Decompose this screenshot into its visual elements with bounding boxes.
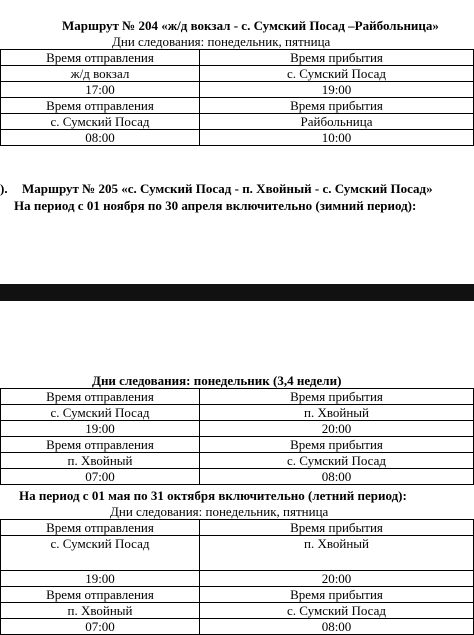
table-cell: п. Хвойный [200,536,474,571]
table-cell: ж/д вокзал [1,66,200,82]
table-row [1,469,474,485]
summer-days: Дни следования: понедельник, пятница [110,504,329,519]
table-cell: 07:00 [1,619,200,635]
table-cell: Время прибытия [200,50,474,66]
table-cell: Время прибытия [200,437,474,453]
table-cell: Время отправления [1,587,200,603]
table-cell: п. Хвойный [1,453,200,469]
winter-schedule-table [0,388,474,485]
table-cell: 19:00 [1,421,200,437]
table-cell: Время прибытия [200,587,474,603]
table-row [1,587,474,603]
summer-period-heading: На период с 01 мая по 31 октября включительно (летний период): [19,488,407,503]
table-cell: Время прибытия [200,520,474,536]
table-cell: с. Сумский Посад [200,66,474,82]
table-row [1,619,474,635]
summer-schedule-table [0,519,474,635]
black-divider-bar [0,284,474,301]
table-cell: 10:00 [200,130,474,146]
table-row [1,536,474,571]
table-cell: 20:00 [200,571,474,587]
table-cell: Время отправления [1,437,200,453]
table-cell: Время отправления [1,389,200,405]
table-row [1,98,474,114]
table-row [1,571,474,587]
table-cell: Время отправления [1,520,200,536]
route-204-table [0,49,474,146]
table-cell: 20:00 [200,421,474,437]
table-cell: Время прибытия [200,389,474,405]
table-row [1,603,474,619]
table-cell: Райбольница [200,114,474,130]
table-cell: с. Сумский Посад [200,603,474,619]
table-row [1,114,474,130]
route-205-number-prefix: ). [0,181,8,196]
table-row [1,437,474,453]
route-205-title: Маршрут № 205 «с. Сумский Посад - п. Хвойный - с. Сумский Посад» [22,181,433,196]
table-row [1,50,474,66]
route-204-title: Маршрут № 204 «ж/д вокзал - с. Сумский Посад –Райбольница» [62,18,439,33]
table-row [1,421,474,437]
table-cell: Время отправления [1,50,200,66]
table-cell: 08:00 [200,469,474,485]
table-cell: с. Сумский Посад [1,405,200,421]
table-row [1,130,474,146]
table-cell: 07:00 [1,469,200,485]
table-row [1,389,474,405]
table-cell: 17:00 [1,82,200,98]
table-cell: 19:00 [200,82,474,98]
table-cell: с. Сумский Посад [1,114,200,130]
table-row [1,453,474,469]
table-row [1,82,474,98]
table-row [1,66,474,82]
route-204-days: Дни следования: понедельник, пятница [112,34,331,49]
table-cell: п. Хвойный [1,603,200,619]
table-row [1,520,474,536]
table-cell: 08:00 [200,619,474,635]
table-cell: с. Сумский Посад [1,536,200,571]
table-cell: Время прибытия [200,98,474,114]
table-cell: с. Сумский Посад [200,453,474,469]
table-cell: Время отправления [1,98,200,114]
table-row [1,405,474,421]
winter-period-heading: На период с 01 ноября по 30 апреля включительно (зимний период): [14,198,417,213]
winter-days: Дни следования: понедельник (3,4 недели) [92,373,342,388]
table-cell: п. Хвойный [200,405,474,421]
table-cell: 08:00 [1,130,200,146]
table-cell: 19:00 [1,571,200,587]
